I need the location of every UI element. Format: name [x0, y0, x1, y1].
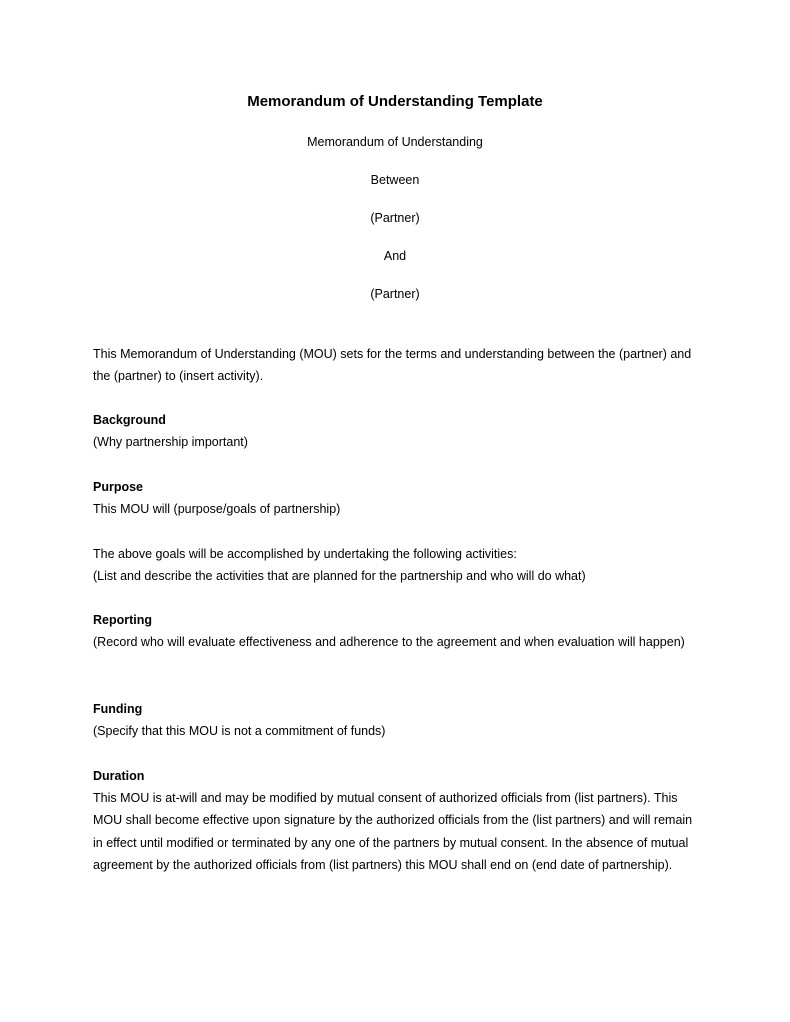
section-reporting — [93, 609, 705, 653]
section-funding — [93, 698, 705, 742]
reporting-text: (Record who will evaluate effectiveness and adherence to the agreement and when evaluation will happen) — [93, 635, 685, 650]
intro-text: This Memorandum of Understanding (MOU) sets for the terms and understanding between the (partner) and the (partner) to (insert activity). — [93, 347, 692, 384]
duration-text: This MOU is at-will and may be modified by mutual consent of authorized officials from (list partners). This MOU shall become effective upon signature by the authorized officials from the (list partners) and will remain in effect until modified or terminated by any one of the partners by mutual consent. In the absence of mutual agreement by the authorized officials from (list partners) this MOU shall end on (end date of partnership). — [93, 791, 693, 872]
duration-heading: Duration — [93, 769, 145, 783]
reporting-heading: Reporting — [93, 613, 153, 627]
funding-heading: Funding — [93, 702, 143, 716]
intro-paragraph — [93, 343, 705, 387]
header-line-partner-2: (Partner) — [370, 287, 420, 301]
background-text: (Why partnership important) — [93, 435, 248, 450]
background-heading: Background — [93, 413, 166, 427]
activities-intro: The above goals will be accomplished by undertaking the following activities: — [93, 547, 517, 561]
funding-text: (Specify that this MOU is not a commitment of funds) — [93, 724, 386, 739]
section-duration — [93, 765, 705, 876]
section-background — [93, 409, 705, 453]
purpose-heading: Purpose — [93, 480, 144, 494]
header-line-partner-1: (Partner) — [370, 211, 420, 225]
header-line-and: And — [383, 249, 407, 263]
document-title: Memorandum of Understanding Template — [247, 93, 543, 110]
section-purpose — [93, 476, 705, 520]
header-line-between: Between — [370, 173, 420, 187]
header-line-mou: Memorandum of Understanding — [307, 135, 483, 149]
section-activities — [93, 543, 705, 587]
activities-text: (List and describe the activities that are planned for the partnership and who will do what) — [93, 569, 586, 584]
purpose-text: This MOU will (purpose/goals of partnership) — [93, 502, 341, 517]
